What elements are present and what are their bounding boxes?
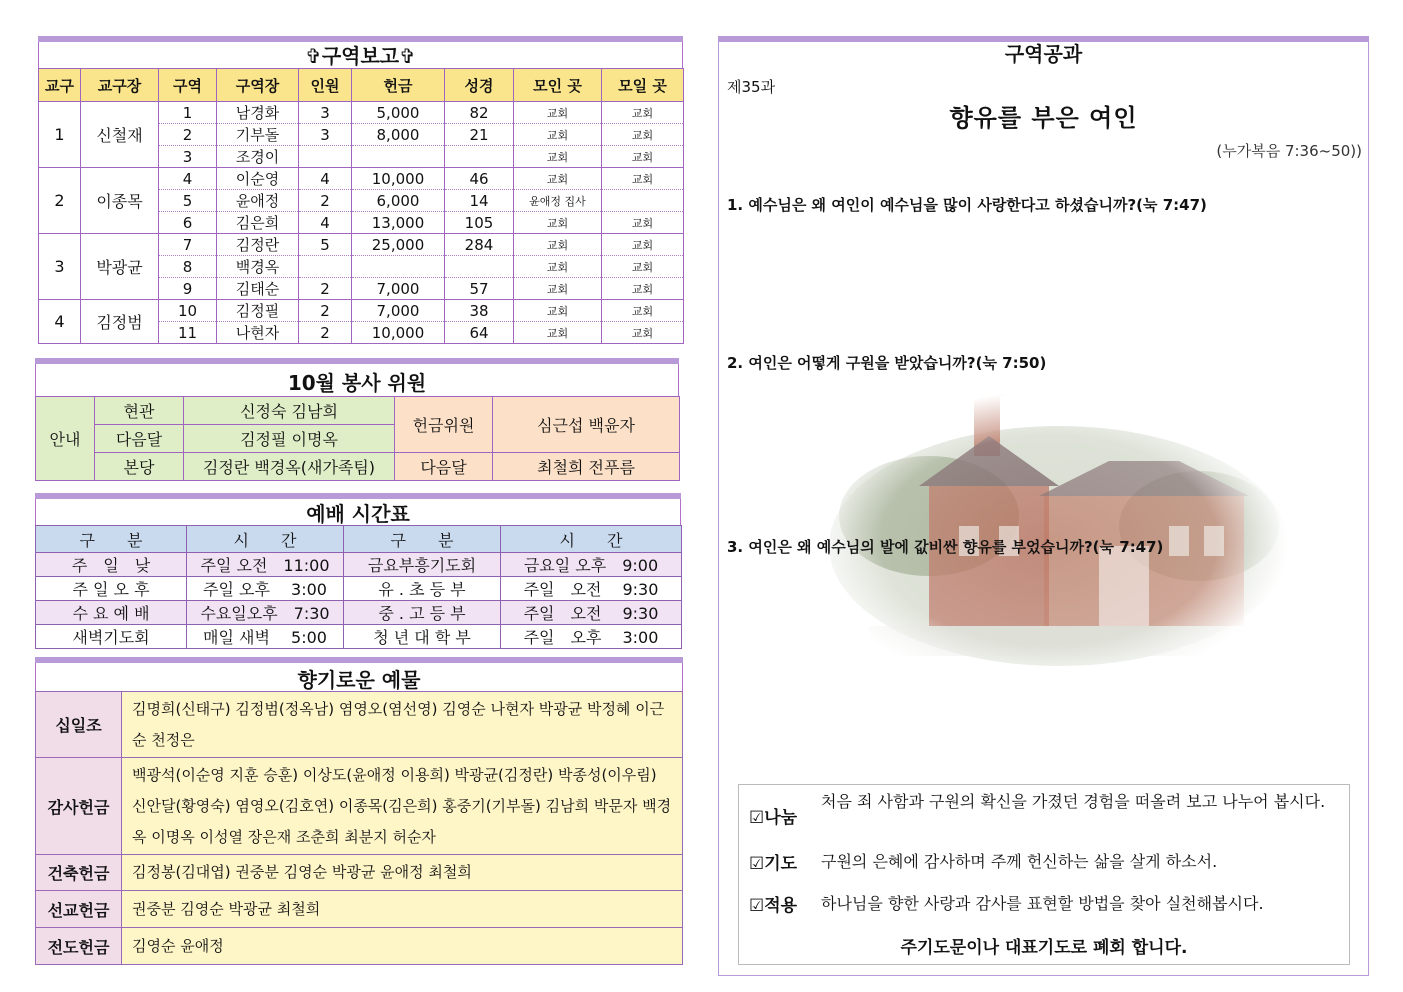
zone-met-cell: 교회 — [514, 168, 602, 190]
offering-names: 김정봉(김대엽) 권중분 김영순 박광균 윤애정 최철희 — [122, 855, 683, 891]
service-name-cell: 주 일 오 후 — [36, 577, 187, 601]
zone-meet-cell: 교회 — [602, 234, 684, 256]
schedule-row — [36, 625, 682, 649]
district-number: 4 — [39, 300, 81, 344]
zone-count-cell — [299, 146, 352, 168]
zone-offering-cell: 5,000 — [352, 102, 445, 124]
zone-count-cell: 5 — [299, 234, 352, 256]
zone-zone-cell: 9 — [159, 278, 217, 300]
service-committee-title: 10월 봉사 위원 — [35, 364, 679, 396]
schedule-column-header: 시 간 — [501, 526, 682, 553]
scripture-reference: (누가복음 7:36~50)) — [1216, 142, 1362, 160]
service-time-cell: 주일 오전 9:30 — [501, 577, 682, 601]
zone-zleader-cell: 윤애정 — [217, 190, 299, 212]
service-time-cell: 주일 오후 3:00 — [501, 625, 682, 649]
zone-meet-cell: 교회 — [602, 300, 684, 322]
zone-report-column-header: 모일 곳 — [602, 69, 684, 102]
service-time-cell: 주일 오후 3:00 — [187, 577, 344, 601]
service-committee-table — [35, 396, 680, 481]
zone-zleader-cell: 김태순 — [217, 278, 299, 300]
district-leader: 이종목 — [81, 168, 159, 234]
apply-text: 하나님을 향한 사랑과 감사를 표현할 방법을 찾아 실천해봅시다. — [821, 894, 1264, 913]
zone-offering-cell: 6,000 — [352, 190, 445, 212]
zone-meet-cell: 교회 — [602, 278, 684, 300]
zone-met-cell: 교회 — [514, 278, 602, 300]
offering-label: 선교헌금 — [36, 891, 122, 928]
district-leader: 김정범 — [81, 300, 159, 344]
zone-met-cell: 교회 — [514, 322, 602, 344]
schedule-row — [36, 601, 682, 625]
service-name-cell: 유 . 초 등 부 — [344, 577, 501, 601]
offering-committee-names: 심근섭 백윤자 — [493, 397, 680, 453]
question-1: 1. 예수님은 왜 여인이 예수님을 많이 사랑한다고 하셨습니까?(눅 7:47) — [727, 196, 1207, 214]
zone-offering-cell: 8,000 — [352, 124, 445, 146]
district-leader: 신철재 — [81, 102, 159, 168]
zone-zleader-cell: 백경옥 — [217, 256, 299, 278]
zone-report-column-header: 헌금 — [352, 69, 445, 102]
zone-zone-cell: 2 — [159, 124, 217, 146]
zone-report-row — [39, 300, 684, 322]
zone-zone-cell: 1 — [159, 102, 217, 124]
lesson-subtitle: 향유를 부은 여인 — [949, 104, 1138, 132]
zone-offering-cell — [352, 146, 445, 168]
zone-offering-cell: 10,000 — [352, 322, 445, 344]
zone-meet-cell: 교회 — [602, 146, 684, 168]
zone-count-cell — [299, 256, 352, 278]
zone-bible-cell: 284 — [445, 234, 514, 256]
zone-bible-cell: 46 — [445, 168, 514, 190]
service-name-cell: 수 요 예 배 — [36, 601, 187, 625]
district-number: 2 — [39, 168, 81, 234]
schedule-column-header: 구 분 — [36, 526, 187, 553]
zone-count-cell: 3 — [299, 102, 352, 124]
service-names: 신정숙 김남희 — [184, 397, 395, 425]
service-place: 다음달 — [95, 425, 184, 453]
offering-names: 백광석(이순영 지훈 승훈) 이상도(윤애정 이용희) 박광균(김정란) 박종성(이우림) 신안달(황영숙) 염영오(김호연) 이종목(김은희) 홍중기(기부돌) 김남희 박문자 백경옥 이명옥 이성열 장은재 조춘희 최분지 허순자 — [122, 758, 683, 855]
service-time-cell: 수요일오후 7:30 — [187, 601, 344, 625]
zone-count-cell: 3 — [299, 124, 352, 146]
schedule-row — [36, 577, 682, 601]
zone-report-header-row — [39, 69, 684, 102]
zone-meet-cell: 교회 — [602, 212, 684, 234]
district-number: 3 — [39, 234, 81, 300]
zone-report-row — [39, 168, 684, 190]
service-name-cell: 청 년 대 학 부 — [344, 625, 501, 649]
zone-met-cell: 교회 — [514, 300, 602, 322]
service-name-cell: 중 . 고 등 부 — [344, 601, 501, 625]
zone-zleader-cell: 기부돌 — [217, 124, 299, 146]
zone-zone-cell: 6 — [159, 212, 217, 234]
zone-bible-cell: 14 — [445, 190, 514, 212]
zone-report-column-header: 인원 — [299, 69, 352, 102]
offering-names: 김영순 윤애정 — [122, 928, 683, 965]
zone-bible-cell: 105 — [445, 212, 514, 234]
zone-count-cell: 4 — [299, 212, 352, 234]
zone-zone-cell: 7 — [159, 234, 217, 256]
zone-report-column-header: 구역 — [159, 69, 217, 102]
offering-names: 김명희(신태구) 김정범(정옥남) 염영오(염선영) 김영순 나현자 박광균 박정혜 이근순 천정은 — [122, 692, 683, 758]
worship-schedule-title: 예배 시간표 — [35, 499, 681, 525]
zone-bible-cell: 64 — [445, 322, 514, 344]
zone-zleader-cell: 조경이 — [217, 146, 299, 168]
service-name-cell: 금요부흥기도회 — [344, 553, 501, 577]
zone-bible-cell: 82 — [445, 102, 514, 124]
zone-offering-cell — [352, 256, 445, 278]
zone-meet-cell: 교회 — [602, 322, 684, 344]
service-names: 김정란 백경옥(새가족팀) — [184, 453, 395, 481]
zone-zone-cell: 5 — [159, 190, 217, 212]
next-month-names: 최철희 전푸름 — [493, 453, 680, 481]
zone-count-cell: 2 — [299, 190, 352, 212]
worship-schedule-table — [35, 525, 682, 649]
zone-offering-cell: 13,000 — [352, 212, 445, 234]
zone-offering-cell: 7,000 — [352, 300, 445, 322]
zone-zleader-cell: 나현자 — [217, 322, 299, 344]
zone-zone-cell: 11 — [159, 322, 217, 344]
zone-meet-cell: 교회 — [602, 168, 684, 190]
schedule-column-header: 구 분 — [344, 526, 501, 553]
district-leader: 박광균 — [81, 234, 159, 300]
share-label: ☑나눔 — [749, 808, 798, 828]
zone-zleader-cell: 이순영 — [217, 168, 299, 190]
schedule-row — [36, 553, 682, 577]
offering-committee-label: 헌금위원 — [395, 397, 493, 453]
zone-report-title: ✞구역보고✞ — [38, 42, 683, 68]
zone-report-column-header: 모인 곳 — [514, 69, 602, 102]
zone-meet-cell: 교회 — [602, 256, 684, 278]
zone-report-table — [38, 68, 684, 344]
service-time-cell: 매일 새벽 5:00 — [187, 625, 344, 649]
service-time-cell: 주일 오전 11:00 — [187, 553, 344, 577]
schedule-header-row — [36, 526, 682, 553]
zone-met-cell: 교회 — [514, 102, 602, 124]
service-time-cell: 금요일 오후 9:00 — [501, 553, 682, 577]
service-place: 본당 — [95, 453, 184, 481]
offerings-title: 향기로운 예물 — [35, 663, 683, 691]
zone-met-cell: 교회 — [514, 256, 602, 278]
closing-text: 주기도문이나 대표기도로 폐회 합니다. — [900, 938, 1188, 958]
share-text: 처음 죄 사함과 구원의 확신을 가졌던 경험을 떠올려 보고 나누어 봅시다. — [821, 792, 1326, 811]
zone-meet-cell: 교회 — [602, 102, 684, 124]
zone-report-row — [39, 102, 684, 124]
zone-zone-cell: 4 — [159, 168, 217, 190]
service-time-cell: 주일 오전 9:30 — [501, 601, 682, 625]
offering-label: 건축헌금 — [36, 855, 122, 891]
zone-zleader-cell: 김은희 — [217, 212, 299, 234]
apply-label: ☑적용 — [749, 896, 798, 916]
zone-zone-cell: 10 — [159, 300, 217, 322]
zone-bible-cell: 38 — [445, 300, 514, 322]
application-box — [738, 784, 1350, 965]
lesson-panel — [718, 36, 1369, 976]
zone-count-cell: 2 — [299, 278, 352, 300]
zone-met-cell: 교회 — [514, 234, 602, 256]
offerings-table — [35, 691, 683, 965]
zone-report-column-header: 구역장 — [217, 69, 299, 102]
service-name-cell: 주 일 낮 — [36, 553, 187, 577]
zone-bible-cell: 21 — [445, 124, 514, 146]
worship-schedule-section — [35, 493, 681, 649]
zone-met-cell: 교회 — [514, 124, 602, 146]
lesson-title: 구역공과 — [1004, 42, 1083, 66]
service-names: 김정필 이명옥 — [184, 425, 395, 453]
lesson-number: 제35과 — [727, 78, 776, 96]
zone-met-cell: 교회 — [514, 212, 602, 234]
offering-label: 전도헌금 — [36, 928, 122, 965]
zone-met-cell: 교회 — [514, 146, 602, 168]
zone-meet-cell — [602, 190, 684, 212]
zone-met-cell: 윤애정 집사 — [514, 190, 602, 212]
zone-report-column-header: 교구장 — [81, 69, 159, 102]
schedule-column-header: 시 간 — [187, 526, 344, 553]
prayer-label: ☑기도 — [749, 854, 798, 874]
zone-count-cell: 2 — [299, 322, 352, 344]
zone-bible-cell — [445, 146, 514, 168]
district-number: 1 — [39, 102, 81, 168]
zone-report-column-header: 교구 — [39, 69, 81, 102]
offerings-section — [35, 657, 683, 965]
zone-bible-cell: 57 — [445, 278, 514, 300]
church-illustration — [809, 376, 1289, 676]
zone-report-row — [39, 234, 684, 256]
prayer-text: 구원의 은혜에 감사하며 주께 헌신하는 삶을 살게 하소서. — [821, 852, 1218, 871]
service-committee-section — [35, 358, 679, 481]
zone-offering-cell: 10,000 — [352, 168, 445, 190]
zone-zone-cell: 8 — [159, 256, 217, 278]
offering-label: 감사헌금 — [36, 758, 122, 855]
zone-report-section — [38, 36, 683, 344]
offering-names: 권중분 김영순 박광균 최철희 — [122, 891, 683, 928]
question-3: 3. 여인은 왜 예수님의 발에 값비싼 향유를 부었습니까?(눅 7:47) — [727, 538, 1164, 556]
zone-zleader-cell: 남경화 — [217, 102, 299, 124]
zone-zleader-cell: 김정필 — [217, 300, 299, 322]
guide-label: 안내 — [36, 397, 95, 481]
question-2: 2. 여인은 어떻게 구원을 받았습니까?(눅 7:50) — [727, 354, 1047, 372]
zone-offering-cell: 25,000 — [352, 234, 445, 256]
zone-bible-cell — [445, 256, 514, 278]
service-place: 현관 — [95, 397, 184, 425]
zone-meet-cell: 교회 — [602, 124, 684, 146]
zone-zleader-cell: 김정란 — [217, 234, 299, 256]
zone-count-cell: 4 — [299, 168, 352, 190]
service-name-cell: 새벽기도회 — [36, 625, 187, 649]
zone-offering-cell: 7,000 — [352, 278, 445, 300]
offering-label: 십일조 — [36, 692, 122, 758]
zone-zone-cell: 3 — [159, 146, 217, 168]
next-month-label: 다음달 — [395, 453, 493, 481]
zone-report-column-header: 성경 — [445, 69, 514, 102]
zone-count-cell: 2 — [299, 300, 352, 322]
